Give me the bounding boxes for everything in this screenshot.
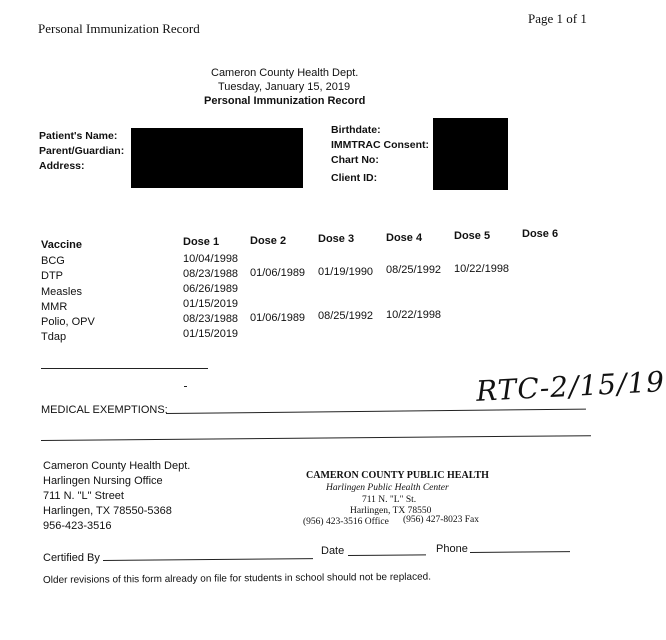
header-org: Cameron County Health Dept. — [211, 67, 359, 79]
medical-exemptions-label: MEDICAL EXEMPTIONS: — [41, 404, 168, 416]
birthdate-label: Birthdate: — [331, 124, 381, 136]
form-top-title: Personal Immunization Record — [38, 21, 200, 36]
phone-line — [470, 551, 570, 553]
vaccine-name: DTP — [41, 270, 63, 282]
client-id-label: Client ID: — [331, 172, 378, 184]
stamp-line-2: Harlingen Public Health Center — [326, 483, 449, 493]
address-label: Address: — [39, 160, 85, 172]
address-phone: 956-423-3516 — [43, 520, 112, 532]
table-header-dose-1: Dose 1 — [183, 236, 220, 248]
dose-date: 08/23/1988 — [183, 268, 239, 280]
address-office: Harlingen Nursing Office — [43, 475, 163, 487]
vaccine-name: BCG — [41, 255, 65, 267]
redaction-box-left — [131, 128, 303, 188]
stray-mark — [184, 386, 187, 387]
immtrac-consent-label: IMMTRAC Consent: — [331, 139, 429, 151]
vaccine-name: Measles — [41, 286, 82, 298]
stamp-line-1: CAMERON COUNTY PUBLIC HEALTH — [306, 470, 489, 481]
dose-date: 01/06/1989 — [250, 267, 306, 279]
redaction-box-right — [433, 118, 508, 190]
dose-date: 06/26/1989 — [183, 283, 239, 295]
stamp-line-4: Harlingen, TX 78550 — [350, 506, 432, 516]
certified-by-label: Certified By — [43, 552, 100, 564]
table-end-rule — [41, 368, 208, 369]
dose-date: 01/19/1990 — [318, 266, 374, 278]
stamp-office-phone: (956) 423-3516 Office — [303, 517, 389, 527]
dose-date: 10/04/1998 — [183, 253, 239, 265]
date-line — [348, 554, 426, 556]
header-date: Tuesday, January 15, 2019 — [218, 81, 351, 93]
medical-exemptions-line — [166, 409, 586, 414]
phone-label: Phone — [436, 543, 468, 555]
patient-name-label: Patient's Name: — [39, 130, 118, 142]
address-org: Cameron County Health Dept. — [43, 460, 191, 472]
dose-date: 08/25/1992 — [386, 264, 442, 276]
stamp-fax: (956) 427-8023 Fax — [403, 515, 479, 525]
stamp-line-3: 711 N. "L" St. — [362, 495, 417, 505]
table-header-dose-4: Dose 4 — [386, 232, 423, 244]
page-number: Page 1 of 1 — [528, 11, 587, 26]
dose-date: 08/25/1992 — [318, 310, 374, 322]
vaccine-name: Polio, OPV — [41, 316, 95, 328]
date-label: Date — [321, 545, 345, 557]
vaccine-name: MMR — [41, 301, 68, 313]
certified-by-line — [103, 558, 313, 561]
address-city: Harlingen, TX 78550-5368 — [43, 505, 172, 517]
exemption-second-line — [41, 435, 591, 441]
dose-date: 10/22/1998 — [386, 309, 442, 321]
vaccine-name: Tdap — [41, 331, 67, 343]
table-header-dose-6: Dose 6 — [522, 228, 559, 240]
table-header-dose-3: Dose 3 — [318, 233, 355, 245]
address-street: 711 N. "L" Street — [43, 490, 124, 502]
chart-no-label: Chart No: — [331, 154, 379, 166]
header-title: Personal Immunization Record — [204, 95, 366, 107]
dose-date: 10/22/1998 — [454, 263, 510, 275]
footer-note: Older revisions of this form already on file for students in school should not be replaced. — [42, 571, 432, 586]
dose-date: 01/06/1989 — [250, 312, 306, 324]
dose-date: 01/15/2019 — [183, 328, 239, 340]
table-header-dose-5: Dose 5 — [454, 230, 491, 242]
table-header-dose-2: Dose 2 — [250, 235, 287, 247]
table-header-vaccine: Vaccine — [41, 239, 82, 251]
dose-date: 08/23/1988 — [183, 313, 239, 325]
handwritten-rtc-note: RTC-2/15/19 — [475, 365, 666, 408]
guardian-label: Parent/Guardian: — [39, 145, 125, 157]
dose-date: 01/15/2019 — [183, 298, 239, 310]
